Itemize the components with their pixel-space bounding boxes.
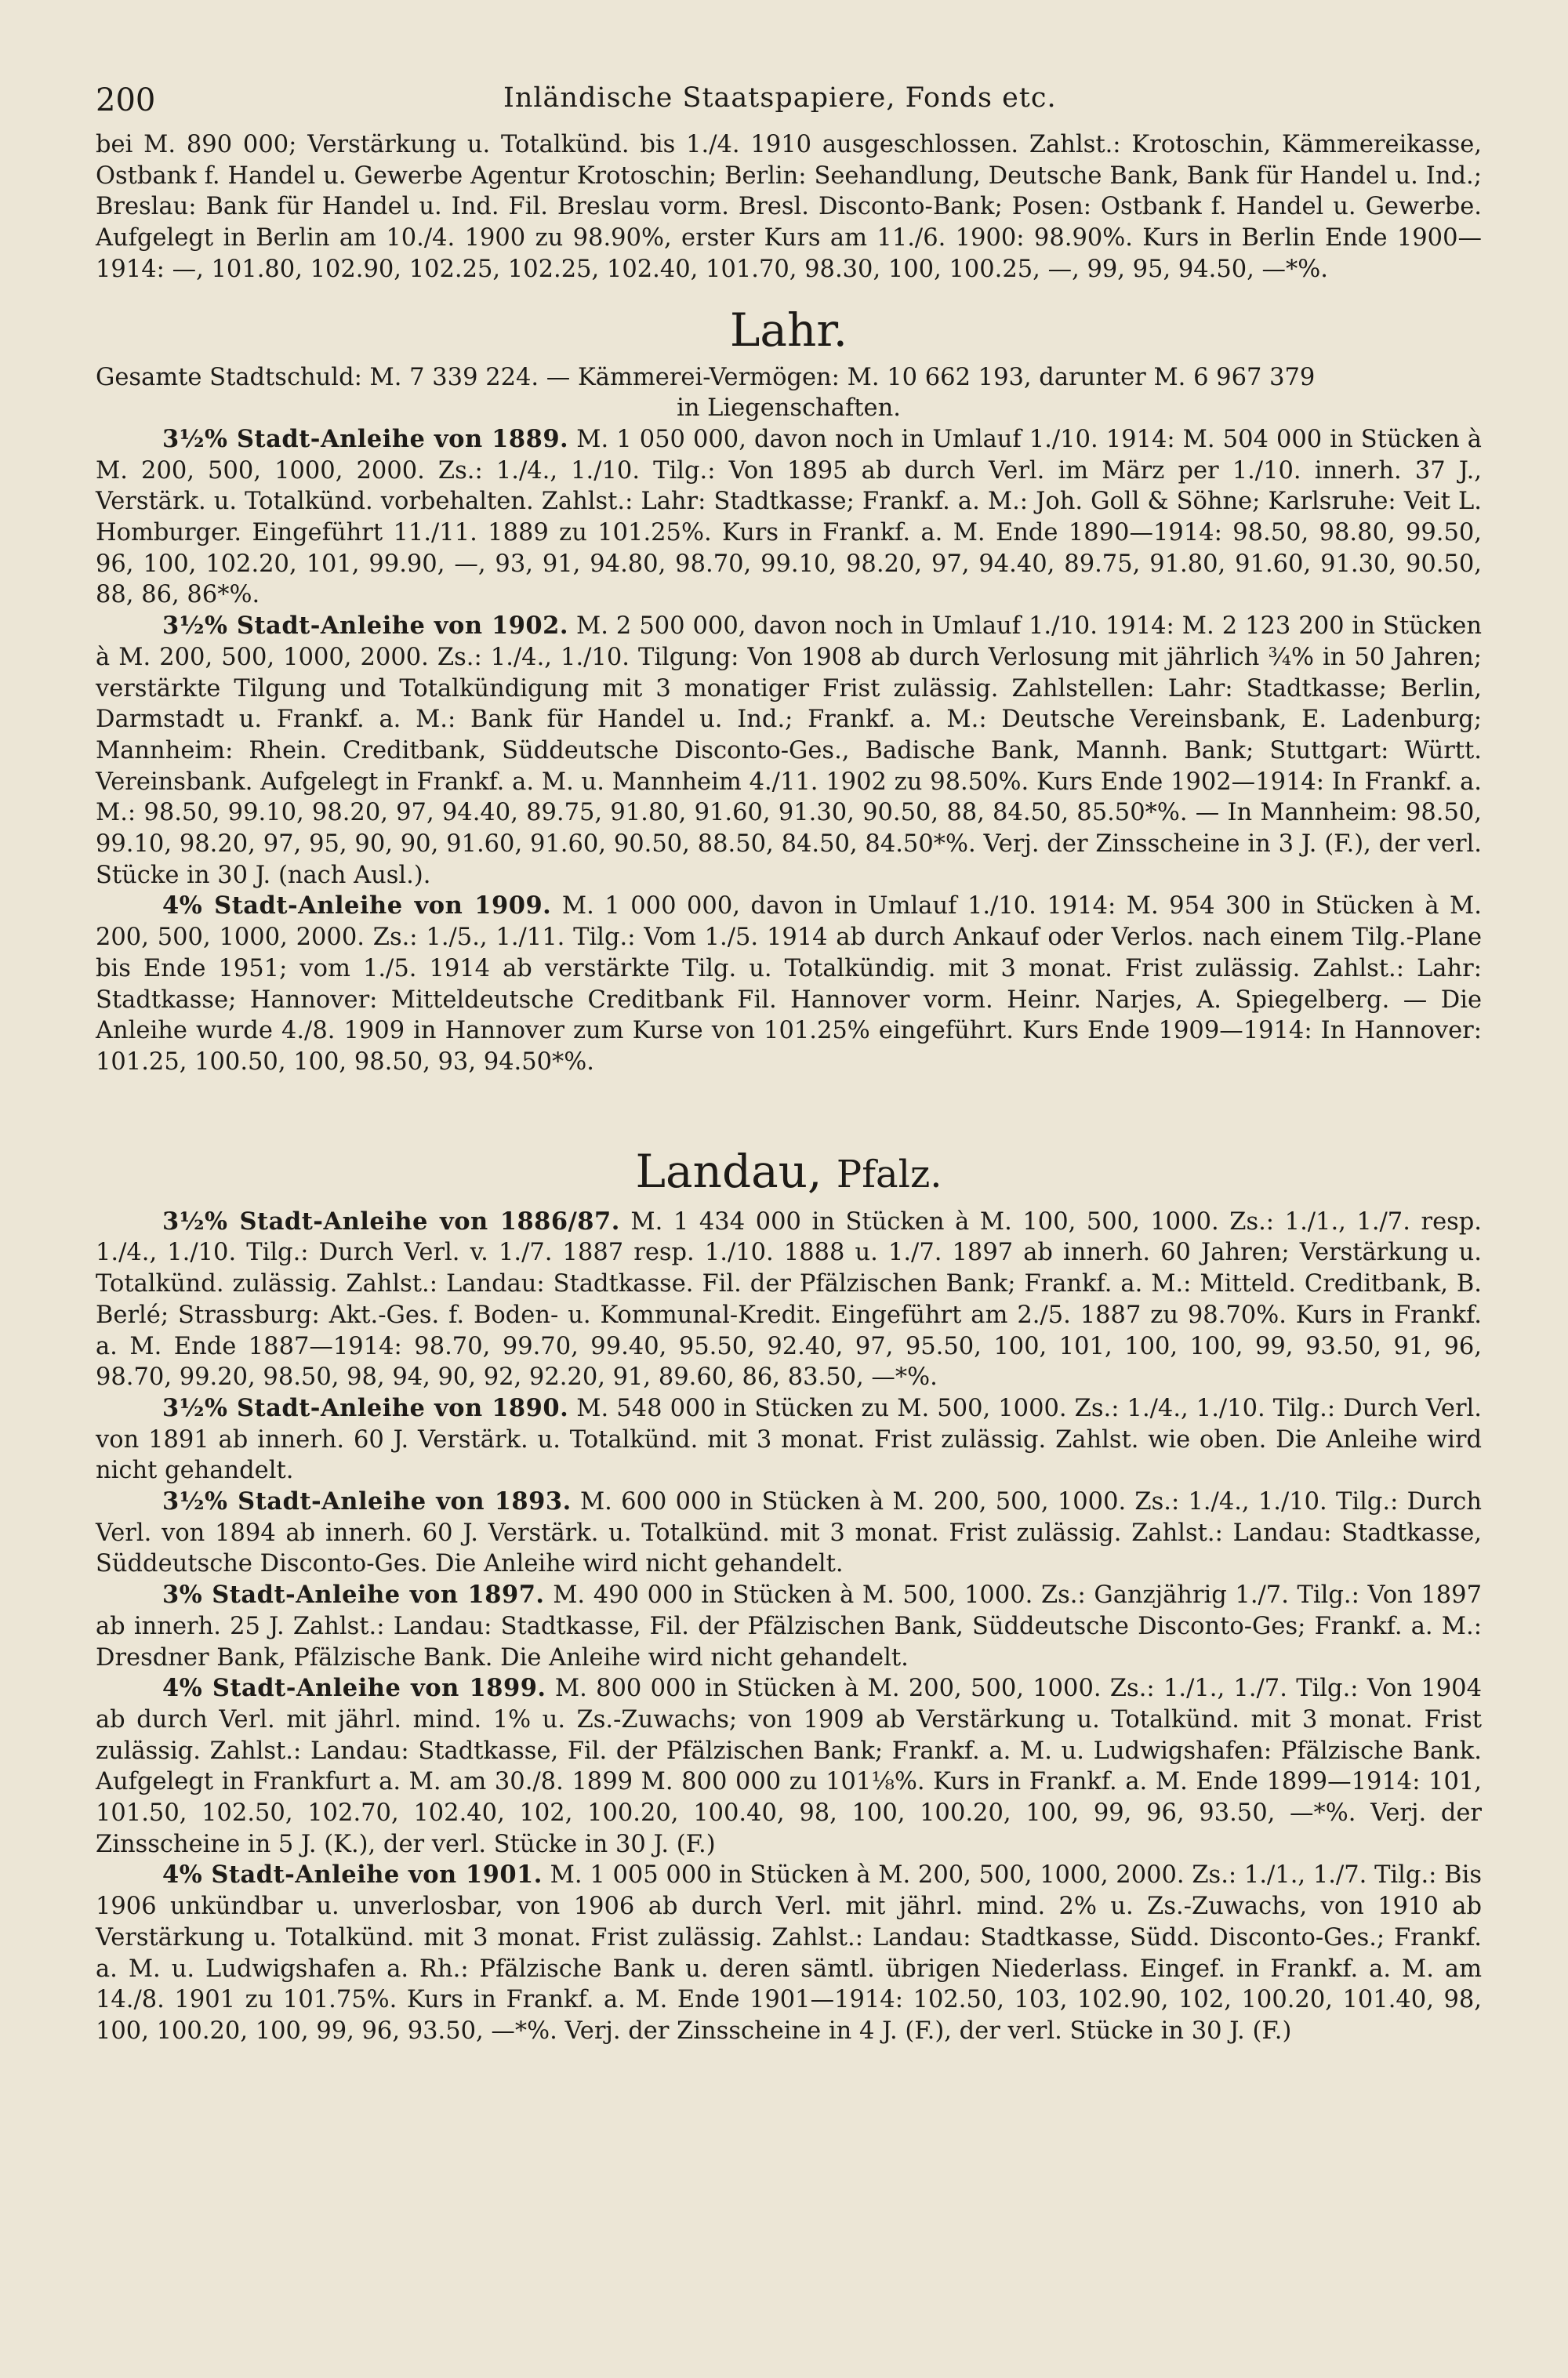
section-gap bbox=[96, 1078, 1482, 1127]
bond-text: M. 2 500 000, davon noch in Umlauf 1./10. 1914: M. 2 123 200 in Stücken à M. 200, 500, 1000, 2000. Zs.: 1./4., 1./10. Tilgung: Von 1908 ab durch Verlosung mit jährlich ¾% in 50 Jahren; verstärkte Tilgung und Totalkündigung mit 3 monatiger Frist zulässig. Zahlstellen: Lahr: Stadtkasse; Berlin, Darmstadt u. Frankf. a. M.: Bank für Handel u. Ind.; Frankf. a. M.: Deutsche Vereinsbank, E. Ladenburg; Mannheim: Rhein. Creditbank, Süddeutsche Disconto-Ges., Badische Bank, Mannh. Bank; Stuttgart: Württ. Vereinsbank. Aufgelegt in Frankf. a. M. u. Mannheim 4./11. 1902 zu 98.50%. Kurs Ende 1902—1914: In Frankf. a. M.: 98.50, 99.10, 98.20, 97, 94.40, 89.75, 91.80, 91.60, 91.30, 90.50, 88, 84.50, 85.50*%. — In Mannheim: 98.50, 99.10, 98.20, 97, 95, 90, 90, 91.60, 91.60, 90.50, 88.50, 84.50, 84.50*%. Verj. der Zinsscheine in 3 J. (F.), der verl. Stücke in 30 J. (nach Ausl.). bbox=[96, 612, 1482, 889]
intro-paragraph: bei M. 890 000; Verstärkung u. Totalkünd. bis 1./4. 1910 ausgeschlossen. Zahlst.: Krotoschin, Kämmereikasse, Ostbank f. Handel u. Gewerbe Agentur Krotoschin; Berlin: Seehandlung, Deutsche Bank, Bank für Handel u. Ind.; Breslau: Bank für Handel u. Ind. Fil. Breslau vorm. Bresl. Disconto-Bank; Posen: Ostbank f. Handel u. Gewerbe. Aufgelegt in Berlin am 10./4. 1900 zu 98.90%, erster Kurs am 11./6. 1900: 98.90%. Kurs in Berlin Ende 1900—1914: —, 101.80, 102.90, 102.25, 102.25, 102.40, 101.70, 98.30, 100, 100.25, —, 99, 95, 94.50, —*%. bbox=[96, 131, 1482, 283]
body-text bbox=[96, 129, 1482, 2047]
running-header bbox=[96, 74, 1482, 129]
lahr-debt-summary bbox=[96, 362, 1482, 424]
bond-text: M. 600 000 in Stücken à M. 200, 500, 1000. Zs.: 1./4., 1./10. Tilg.: Durch Verl. von 1894 ab innerh. 60 J. Verstärk. u. Totalkünd. mit 3 monat. Frist zulässig. Zahlst.: Landau: Stadtkasse, Süddeutsche Disconto-Ges. Die Anleihe wird nicht gehandelt. bbox=[96, 1488, 1482, 1578]
section-heading-lahr: Lahr. bbox=[729, 303, 848, 357]
bond-text: M. 1 005 000 in Stücken à M. 200, 500, 1000, 2000. Zs.: 1./1., 1./7. Tilg.: Bis 1906 unkündbar u. unverlosbar, von 1906 ab durch Verl. mit jährl. mind. 2% u. Zs.-Zuwachs, von 1910 ab Verstärkung u. Totalkünd. mit 3 monat. Frist zulässig. Zahlst.: Landau: Stadtkasse, Südd. Disconto-Ges.; Frankf. a. M. u. Ludwigshafen a. Rh.: Pfälzische Bank u. deren sämtl. übrigen Niederlass. Eingef. in Frankf. a. M. am 14./8. 1901 zu 101.75%. Kurs in Frankf. a. M. Ende 1901—1914: 102.50, 103, 102.90, 102, 100.20, 101.40, 98, 100, 100.20, 100, 99, 96, 93.50, —*%. Verj. der Zinsscheine in 4 J. (F.), der verl. Stücke in 30 J. (F.) bbox=[96, 1861, 1482, 2045]
bond-title: 3½% Stadt-Anleihe von 1893. bbox=[162, 1487, 572, 1516]
bond-entry bbox=[96, 891, 1482, 1077]
bond-entry bbox=[96, 1207, 1482, 1393]
bond-entry bbox=[96, 1487, 1482, 1580]
bond-title: 4% Stadt-Anleihe von 1899. bbox=[162, 1674, 546, 1703]
bond-title: 4% Stadt-Anleihe von 1909. bbox=[162, 891, 552, 920]
bond-text: M. 548 000 in Stücken zu M. 500, 1000. Zs.: 1./4., 1./10. Tilg.: Durch Verl. von 1891 ab innerh. 60 J. Verstärk. u. Totalkünd. mit 3 monat. Frist zulässig. Zahlst. wie oben. Die Anleihe wird nicht gehandelt. bbox=[96, 1394, 1482, 1485]
bond-title: 3½% Stadt-Anleihe von 1886/87. bbox=[162, 1207, 620, 1236]
bond-title: 3½% Stadt-Anleihe von 1889. bbox=[162, 424, 569, 453]
bond-entry bbox=[96, 611, 1482, 891]
running-title: Inländische Staatspapiere, Fonds etc. bbox=[503, 82, 1057, 114]
bond-entry bbox=[96, 1580, 1482, 1673]
lahr-debt-line-2: in Liegenschaften. bbox=[677, 394, 901, 423]
bond-entry bbox=[96, 424, 1482, 611]
bond-title: 3½% Stadt-Anleihe von 1890. bbox=[162, 1393, 569, 1422]
bond-title: 3½% Stadt-Anleihe von 1902. bbox=[162, 612, 568, 641]
lahr-debt-line-1: Gesamte Stadtschuld: M. 7 339 224. — Kämmerei-Vermögen: M. 10 662 193, darunter M. 6 967 379 bbox=[96, 363, 1316, 391]
section-heading-landau bbox=[96, 1144, 1482, 1202]
page-number: 200 bbox=[96, 82, 156, 118]
bond-title: 4% Stadt-Anleihe von 1901. bbox=[162, 1861, 543, 1890]
bond-entry bbox=[96, 1673, 1482, 1860]
bond-text: M. 800 000 in Stücken à M. 200, 500, 1000. Zs.: 1./1., 1./7. Tilg.: Von 1904 ab durch Verl. mit jährl. mind. 1% u. Zs.-Zuwachs; von 1909 ab Verstärkung u. Totalkünd. mit 3 monat. Frist zulässig. Zahlst.: Landau: Stadtkasse, Fil. der Pfälzischen Bank; Frankf. a. M. u. Ludwigshafen: Pfälzische Bank. Aufgelegt in Frankfurt a. M. am 30./8. 1899 M. 800 000 zu 101⅛%. Kurs in Frankf. a. M. Ende 1899—1914: 101, 101.50, 102.50, 102.70, 102.40, 102, 100.20, 100.40, 98, 100, 100.20, 100, 99, 96, 93.50, —*%. Verj. der Zinsscheine in 5 J. (K.), der verl. Stücke in 30 J. (F.) bbox=[96, 1675, 1482, 1858]
landau-heading-main: Landau, bbox=[635, 1144, 822, 1198]
bond-entry bbox=[96, 1393, 1482, 1487]
bond-entry bbox=[96, 1860, 1482, 2046]
bond-text: M. 490 000 in Stücken à M. 500, 1000. Zs.: Ganzjährig 1./7. Tilg.: Von 1897 ab innerh. 25 J. Zahlst.: Landau: Stadtkasse, Fil. der Pfälzischen Bank, Süddeutsche Disconto-Ges; Frankf. a. M.: Dresdner Bank, Pfälzische Bank. Die Anleihe wird nicht gehandelt. bbox=[96, 1581, 1482, 1672]
bond-title: 3% Stadt-Anleihe von 1897. bbox=[162, 1581, 545, 1610]
bond-text: M. 1 050 000, davon noch in Umlauf 1./10. 1914: M. 504 000 in Stücken à M. 200, 500, 1000, 2000. Zs.: 1./4., 1./10. Tilg.: Von 1895 ab durch Verl. im März per 1./10. innerh. 37 J., Verstärk. u. Totalkünd. vorbehalten. Zahlst.: Lahr: Stadtkasse; Frankf. a. M.: Joh. Goll & Söhne; Karlsruhe: Veit L. Homburger. Eingeführt 11./11. 1889 zu 101.25%. Kurs in Frankf. a. M. Ende 1890—1914: 98.50, 98.80, 99.50, 96, 100, 102.20, 101, 99.90, —, 93, 91, 94.80, 98.70, 99.10, 98.20, 97, 94.40, 89.75, 91.80, 91.60, 91.30, 90.50, 88, 86, 86*%. bbox=[96, 425, 1482, 609]
bond-text: M. 1 434 000 in Stücken à M. 100, 500, 1000. Zs.: 1./1., 1./7. resp. 1./4., 1./10. Tilg.: Durch Verl. v. 1./7. 1887 resp. 1./10. 1888 u. 1./7. 1897 ab innerh. 60 Jahren; Verstärkung u. Totalkünd. zulässig. Zahlst.: Landau: Stadtkasse. Fil. der Pfälzischen Bank; Frankf. a. M.: Mitteld. Creditbank, B. Berlé; Strassburg: Akt.-Ges. f. Boden- u. Kommunal-Kredit. Eingeführt am 2./5. 1887 zu 98.70%. Kurs in Frankf. a. M. Ende 1887—1914: 98.70, 99.70, 99.40, 95.50, 92.40, 97, 95.50, 100, 101, 100, 100, 99, 93.50, 91, 96, 98.70, 99.20, 98.50, 98, 94, 90, 92, 92.20, 91, 89.60, 86, 83.50, —*%. bbox=[96, 1207, 1482, 1392]
bond-text: M. 1 000 000, davon in Umlauf 1./10. 1914: M. 954 300 in Stücken à M. 200, 500, 1000, 2000. Zs.: 1./5., 1./11. Tilg.: Vom 1./5. 1914 ab durch Ankauf oder Verlos. nach einem Tilg.-Plane bis Ende 1951; vom 1./5. 1914 ab verstärkte Tilg. u. Totalkündig. mit 3 monat. Frist zulässig. Zahlst.: Lahr: Stadtkasse; Hannover: Mitteldeutsche Creditbank Fil. Hannover vorm. Heinr. Narjes, A. Spiegelberg. — Die Anleihe wurde 4./8. 1909 in Hannover zum Kurse von 101.25% eingeführt. Kurs Ende 1909—1914: In Hannover: 101.25, 100.50, 100, 98.50, 93, 94.50*%. bbox=[96, 892, 1482, 1076]
landau-heading-sub: Pfalz. bbox=[836, 1152, 942, 1196]
